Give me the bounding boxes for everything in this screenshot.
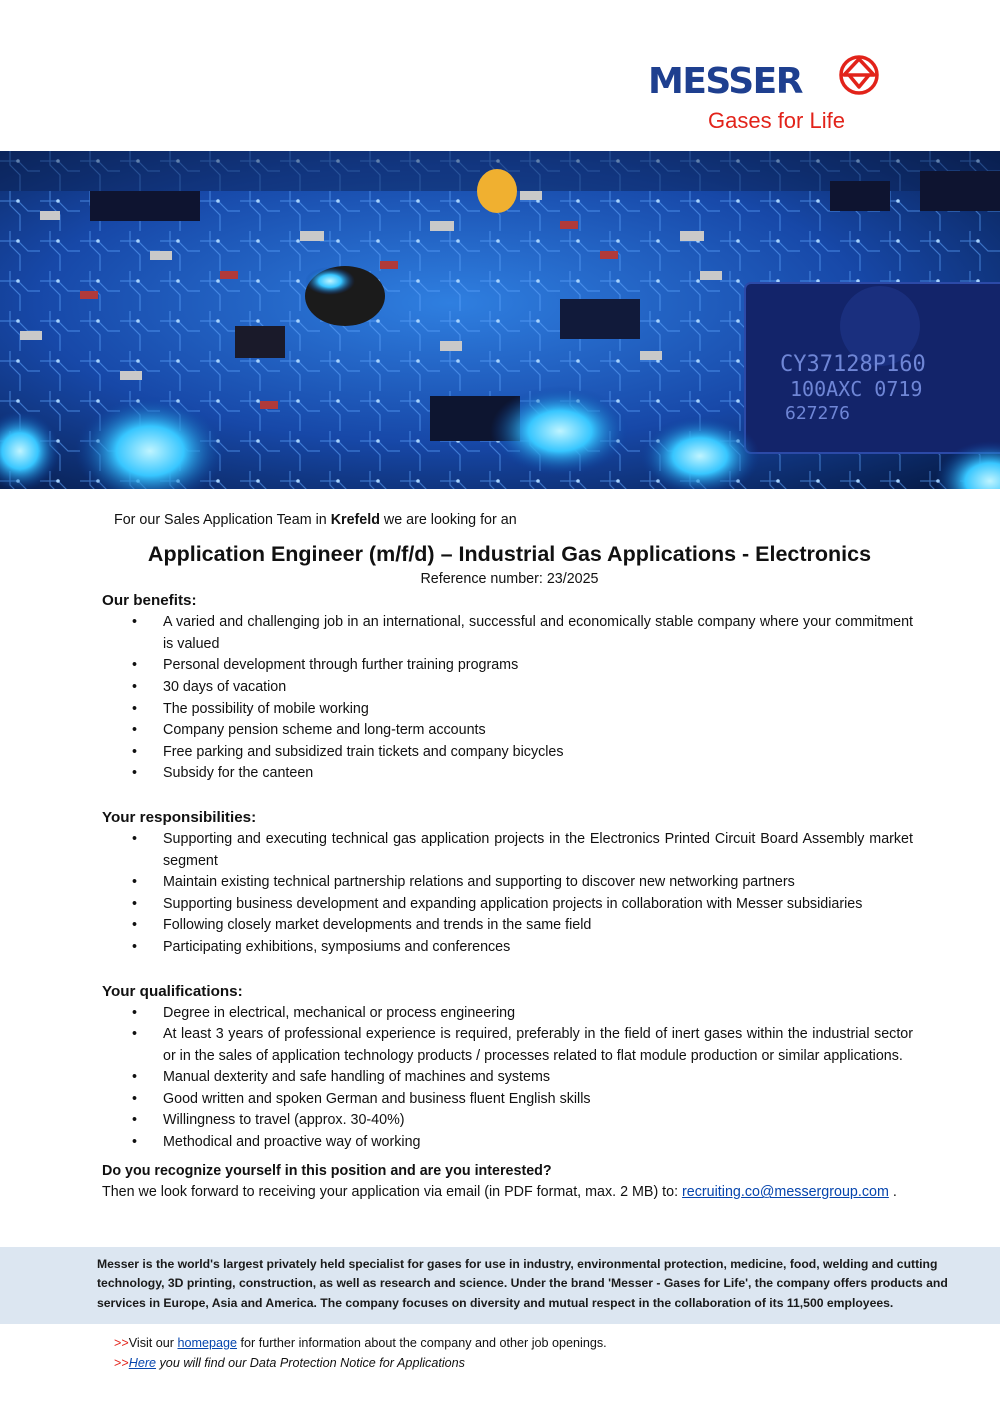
list-item: • Methodical and proactive way of working (102, 1132, 917, 1154)
bullet-icon: • (132, 1112, 138, 1129)
responsibilities-list (102, 829, 917, 959)
list-item: • Following closely market developments and trends in the same field (102, 915, 917, 937)
intro-line (114, 510, 917, 532)
homepage-line (114, 1334, 607, 1354)
bullet-icon: • (132, 1090, 138, 1107)
list-item: • Participating exhibitions, symposiums and conferences (102, 937, 917, 959)
bullet-icon: • (132, 874, 138, 891)
list-item: • Willingness to travel (approx. 30-40%) (102, 1110, 917, 1132)
list-item: • Good written and spoken German and business fluent English skills (102, 1089, 917, 1111)
about-company-band (0, 1247, 1000, 1324)
bullet-icon: • (132, 722, 138, 739)
privacy-line (114, 1354, 607, 1374)
bullet-icon: • (132, 700, 138, 717)
list-item: • Supporting and executing technical gas application projects in the Electronics Printed Circuit Board Assembly market segment (132, 830, 913, 869)
arrow-icon: >> (114, 1336, 129, 1350)
bullet-icon: • (132, 614, 138, 631)
list-item: • Degree in electrical, mechanical or process engineering (102, 1003, 917, 1025)
hero-circuit-board-image (0, 151, 1000, 489)
bullet-icon: • (132, 657, 138, 674)
job-posting-body (102, 510, 917, 1204)
apply-question: Do you recognize yourself in this position and are you interested? (102, 1162, 552, 1179)
qualifications-list (102, 1003, 917, 1154)
qualifications-heading: Your qualifications: (102, 982, 243, 1000)
location: Krefeld (330, 512, 380, 528)
visit-text-before: Visit our (128, 1336, 178, 1350)
job-title: Application Engineer (m/f/d) – Industrial Gas Applications - Electronics (147, 541, 872, 566)
list-item: • A varied and challenging job in an international, successful and economically stable company where your commitment is valued (132, 614, 913, 652)
list-item: • Manual dexterity and safe handling of machines and systems (102, 1067, 917, 1089)
benefits-heading: Our benefits: (102, 592, 197, 610)
messer-logo (648, 50, 883, 135)
list-item: • The possibility of mobile working (102, 699, 917, 721)
bullet-icon: • (132, 1134, 138, 1151)
list-item: • 30 days of vacation (102, 677, 917, 699)
privacy-text: you will find our Data Protection Notice for Applications (156, 1355, 465, 1370)
bullet-icon: • (132, 938, 138, 955)
list-item: • Free parking and subsidized train tickets and company bicycles (102, 742, 917, 764)
reference-number: Reference number: 23/2025 (420, 570, 599, 587)
bullet-icon: • (132, 830, 138, 847)
apply-text-end: . (888, 1184, 897, 1201)
bullet-icon: • (132, 678, 138, 695)
list-item: • At least 3 years of professional experience is required, preferably in the field of inert gases within the industrial sector or in the sales of application technology products / processes related to flat module production or similar applications. (132, 1026, 913, 1064)
chip-label-2: 100AXC 0719 (790, 377, 923, 401)
list-item: • Subsidy for the canteen (102, 763, 917, 785)
apply-instructions (102, 1182, 917, 1204)
bullet-icon: • (132, 1069, 138, 1086)
bullet-icon: • (132, 765, 138, 782)
list-item: • Supporting business development and expanding application projects in collaboration with Messer subsidiaries (102, 894, 917, 916)
recruiting-email-link[interactable]: recruiting.co@messergroup.com (682, 1184, 889, 1201)
bullet-icon: • (132, 895, 138, 912)
bullet-icon: • (132, 917, 138, 934)
intro-text-before: For our Sales Application Team in (114, 512, 331, 528)
homepage-link[interactable]: homepage (177, 1336, 238, 1350)
chip-label-3: 627276 (785, 403, 851, 424)
visit-text-after: for further information about the company and other job openings. (237, 1336, 607, 1350)
arrow-icon: >> (114, 1355, 129, 1370)
about-company-text: Messer is the world's largest privately held specialist for gases for use in industry, environmental protection, medicine, food, welding and cutting technology, 3D printing, construction, as well as research and science. Under the brand 'Messer - Gases for Life', the company offers products and services in Europe, Asia and America. The company focuses on diversity and mutual respect in the collaboration of its 11,500 employees. (97, 1257, 948, 1310)
list-item: • Maintain existing technical partnership relations and supporting to discover new networking partners (102, 872, 917, 894)
logo-tagline: Gases for Life (708, 108, 845, 133)
benefits-list (102, 612, 917, 785)
chip-label-1: CY37128P160 (780, 352, 926, 377)
footer-links (114, 1334, 607, 1373)
bullet-icon: • (132, 743, 138, 760)
list-item: • Personal development through further training programs (102, 655, 917, 677)
apply-text: Then we look forward to receiving your application via email (in PDF format, max. 2 MB) to: (102, 1184, 683, 1201)
messer-triangle-icon (838, 54, 880, 96)
intro-text-after: we are looking for an (379, 512, 517, 528)
privacy-notice-link[interactable]: Here (128, 1355, 157, 1370)
list-item: • Company pension scheme and long-term accounts (102, 720, 917, 742)
responsibilities-heading: Your responsibilities: (102, 808, 257, 826)
logo-wordmark: MESSER (648, 61, 802, 102)
bullet-icon: • (132, 1026, 138, 1043)
bullet-icon: • (132, 1004, 138, 1021)
